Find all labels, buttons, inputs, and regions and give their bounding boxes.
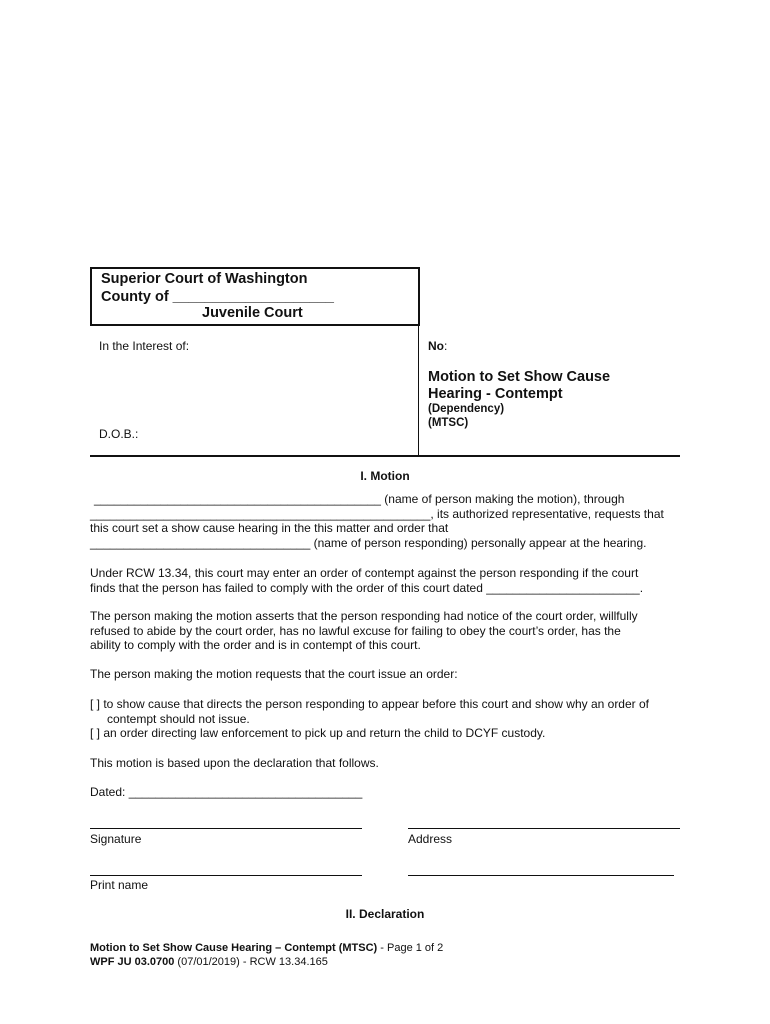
motion-paragraph-4: The person making the motion requests that the court issue an order: [90,667,458,681]
county-line: County of ____________________ [101,289,334,305]
court-caption-box [90,267,420,326]
print-name-label: Print name [90,878,149,892]
interest-label: In the Interest of: [99,339,190,353]
doc-subtitle-dependency: (Dependency) [428,403,505,415]
address-label: Address [408,832,453,846]
court-name: Superior Court of Washington [101,271,308,287]
signature-line[interactable] [90,828,362,829]
dated-field[interactable]: Dated: ___________________________________ [90,785,363,799]
footer-line-1: Motion to Set Show Cause Hearing – Contempt (MTSC) - Page 1 of 2 [90,942,444,954]
motion-paragraph-2: Under RCW 13.34, this court may enter an order of contempt against the person responding if the court finds that the person has failed to comply with the order of this court dated _______________________. [90,566,644,595]
footer-line-2: WPF JU 03.0700 (07/01/2019) - RCW 13.34.165 [90,956,328,968]
caption-bottom-rule [90,455,680,457]
signature-label: Signature [90,832,142,846]
motion-paragraph-1: ___________________________________________ (name of person making the motion), through ___________________________________________________, its authorized representative, requests that this court set a show cause hearing in the this matter and order that _________________________________ (name of person responding) personally appear at the hearing. [90,492,664,550]
document-title: Motion to Set Show Cause Hearing - Contempt [428,369,611,402]
juvenile-court-label: Juvenile Court [202,305,303,321]
motion-paragraph-3: The person making the motion asserts that the person responding had notice of the court order, willfully refused to abide by the court order, has no lawful excuse for failing to obey the court’s order, has the ability to comply with the order and is in contempt of this court. [90,609,638,652]
case-number-label: No: [428,339,448,353]
motion-paragraph-5: This motion is based upon the declaration that follows. [90,756,379,770]
address-line[interactable] [408,828,680,829]
option-show-cause[interactable]: [ ] to show cause that directs the person responding to appear before this court and show why an order of contempt should not issue. [90,697,649,726]
section-heading-motion: I. Motion [360,469,410,483]
option-pick-up-order[interactable]: [ ] an order directing law enforcement to pick up and return the child to DCYF custody. [90,726,546,740]
dob-label: D.O.B.: [99,427,139,441]
print-name-line[interactable] [90,875,362,876]
address-line-2[interactable] [408,875,674,876]
section-heading-declaration: II. Declaration [345,907,425,921]
caption-divider [418,322,419,456]
doc-subtitle-mtsc: (MTSC) [428,417,469,429]
